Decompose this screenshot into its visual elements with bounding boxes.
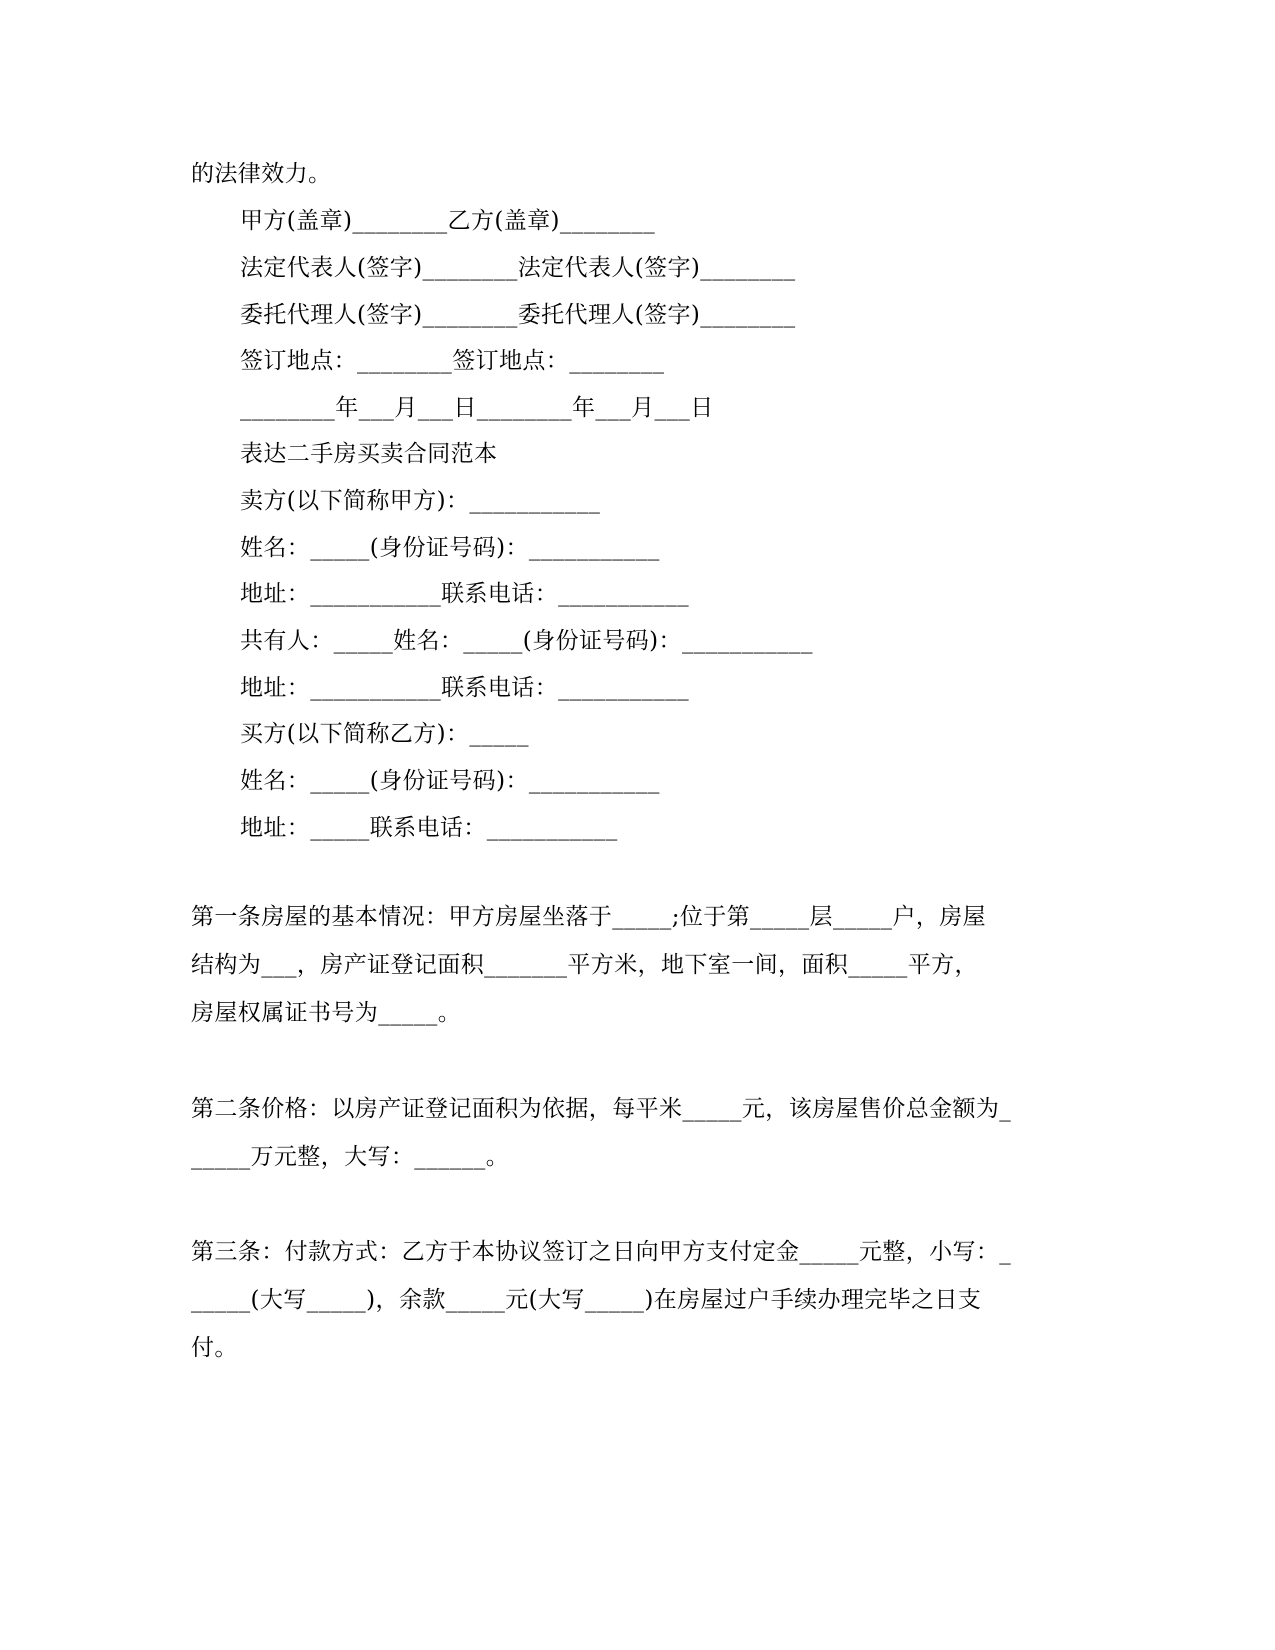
article-2-line: 第二条价格：以房产证登记面积为依据，每平米_____元，该房屋售价总金额为_ bbox=[191, 1096, 1012, 1122]
article-2-paragraph bbox=[191, 1085, 1071, 1181]
article-2-line: _____万元整，大写：______。 bbox=[191, 1144, 510, 1170]
text-line-buyer: 买方(以下简称乙方)：_____ bbox=[240, 721, 529, 747]
text-line-dates: ________年___月___日________年___月___日 bbox=[240, 395, 714, 421]
text-line-authorized-agents: 委托代理人(签字)________委托代理人(签字)________ bbox=[240, 302, 796, 328]
article-1-paragraph bbox=[191, 893, 1071, 1037]
text-line-buyer-address: 地址：_____联系电话：___________ bbox=[240, 815, 618, 841]
text-line-signing-place: 签订地点：________签订地点：________ bbox=[240, 348, 665, 374]
text-line-seller-name: 姓名：_____(身份证号码)：___________ bbox=[240, 535, 660, 561]
document-title: 表达二手房买卖合同范本 bbox=[240, 441, 498, 467]
text-line-seller-address: 地址：___________联系电话：___________ bbox=[240, 581, 689, 607]
article-1-line: 结构为___，房产证登记面积_______平方米，地下室一间，面积_____平方， bbox=[191, 952, 978, 978]
text-line-seller: 卖方(以下简称甲方)：___________ bbox=[240, 488, 601, 514]
text-line-co-owner: 共有人：_____姓名：_____(身份证号码)：___________ bbox=[240, 628, 813, 654]
text-line-legal-representatives: 法定代表人(签字)________法定代表人(签字)________ bbox=[240, 255, 796, 281]
article-1-line: 房屋权属证书号为_____。 bbox=[191, 1000, 462, 1026]
text-line-co-owner-address: 地址：___________联系电话：___________ bbox=[240, 675, 689, 701]
article-3-line: _____(大写_____)，余款_____元(大写_____)在房屋过户手续办理完毕之日支 bbox=[191, 1287, 982, 1313]
article-3-paragraph bbox=[191, 1228, 1071, 1372]
text-line-party-seals: 甲方(盖章)________乙方(盖章)________ bbox=[240, 208, 656, 234]
article-3-line: 第三条：付款方式：乙方于本协议签订之日向甲方支付定金_____元整，小写：_ bbox=[191, 1239, 1012, 1265]
text-line-buyer-name: 姓名：_____(身份证号码)：___________ bbox=[240, 768, 660, 794]
article-1-line: 第一条房屋的基本情况：甲方房屋坐落于_____;位于第_____层_____户，房屋 bbox=[191, 904, 987, 930]
article-3-line: 付。 bbox=[191, 1335, 238, 1361]
text-line-legal-effect: 的法律效力。 bbox=[191, 161, 332, 187]
